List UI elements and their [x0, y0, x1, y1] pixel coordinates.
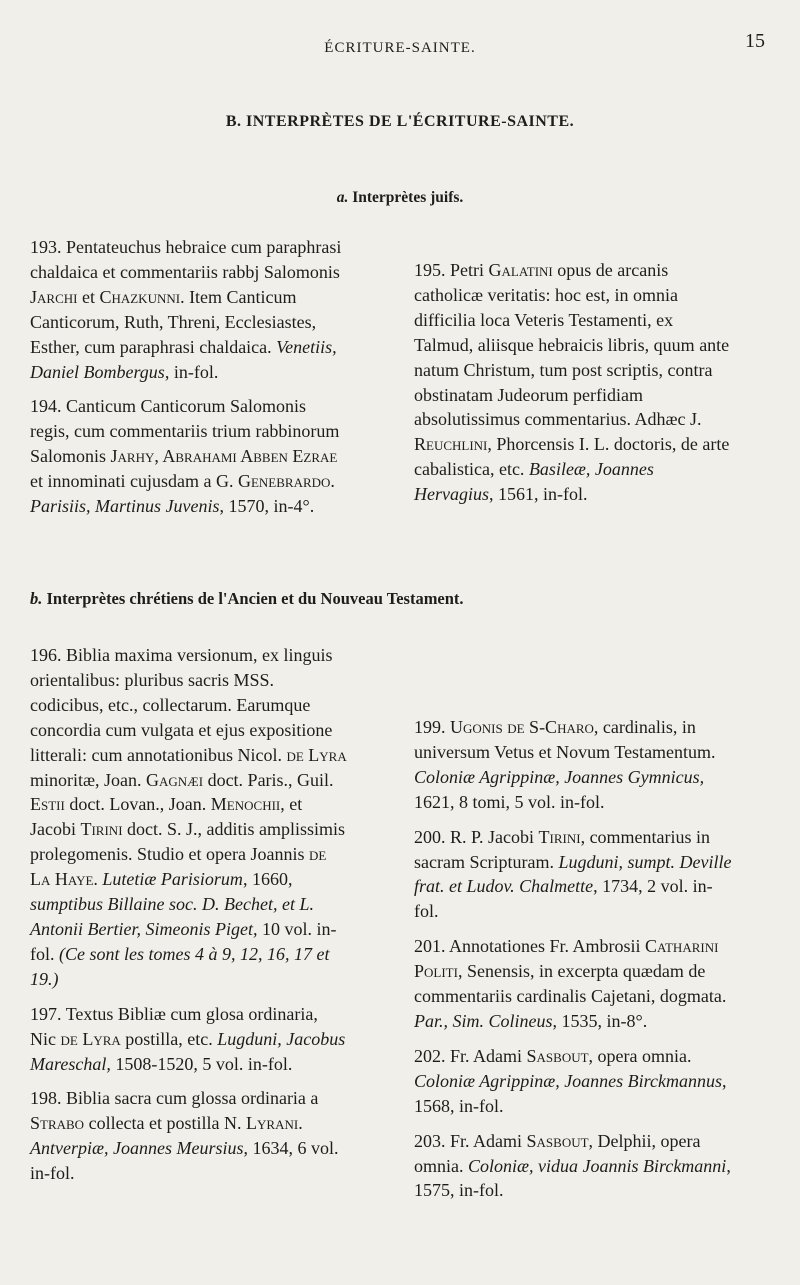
author-name: Strabo [30, 1113, 85, 1134]
entry-text: , 1660, [242, 869, 293, 890]
entry-text: . [298, 1113, 303, 1134]
entry-text: doct. Lovan., Joan. [64, 794, 211, 815]
entry-number: 196. [30, 645, 62, 665]
author-name: de Lyra [60, 1028, 121, 1049]
entry-number: 202. [414, 1045, 446, 1066]
catalog-entry-195 [414, 258, 732, 507]
entry-text: opus de arcanis catholicæ veritatis: hoc est, in omnia difficilia loca Veteris Testamenti, ex Talmud, aliisque hebraicis libris, quum ante natum Christum, tum post scriptis, contra obstinatam Judeorum perfidiam absolutissimus commentarius. Adhæc J. [414, 260, 730, 430]
imprint: Coloniæ, vidua Joannis Birckmanni [468, 1155, 727, 1176]
entry-text: , 1570, in-4°. [219, 496, 315, 517]
entry-text: , Senensis, in excerpta quædam de commentariis cardinalis Cajetani, dogmata. [414, 961, 727, 1007]
entry-text: Pentateuchus hebraice cum paraphrasi chaldaica et commentariis rabbj Salomonis [30, 237, 342, 282]
imprint: Lugduni, Jacobus Mareschal, [30, 1028, 346, 1074]
subsection-letter: b. [30, 589, 43, 608]
subsection-heading-b [30, 589, 770, 609]
entry-text: Biblia sacra cum glossa ordinaria a [66, 1088, 319, 1109]
entry-text: doct. Paris., Guil. [203, 769, 334, 790]
entry-number: 199. [414, 717, 446, 737]
entry-text: . [93, 869, 103, 890]
catalog-entry-198 [30, 1086, 348, 1186]
entry-number: 193. [30, 237, 62, 257]
note: (Ce sont les tomes 4 à 9, 12, 16, 17 et 19.) [30, 943, 330, 989]
imprint: Par., Sim. Colineus [414, 1010, 553, 1031]
entry-text: Fr. Adami [450, 1045, 527, 1066]
subsection-heading-a [0, 189, 800, 207]
subsection-title: Interprètes juifs. [352, 189, 464, 206]
entry-text: Canticum Canticorum Salomonis regis, cum commentariis trium rabbinorum Salomonis [30, 396, 340, 467]
subsection-title: Interprètes chrétiens de l'Ancien et du Nouveau Testament. [46, 589, 464, 608]
author-name: Estii [30, 794, 65, 815]
author-name: Sasbout [526, 1045, 589, 1066]
author-name: Gagnæi [146, 769, 204, 790]
entry-number: 195. [414, 260, 446, 280]
entry-text: , et Jacobi [30, 794, 303, 840]
imprint: sumptibus Billaine soc. D. Bechet, et L. Antonii Bertier, Simeonis Piget, [30, 894, 314, 939]
author-name: Genebrardo [237, 471, 331, 492]
imprint: Coloniæ Agrippinæ, Joannes Gymnicus, [414, 766, 705, 787]
column-right-a [414, 258, 732, 517]
entry-text: postilla, etc. [120, 1028, 218, 1049]
entry-text: , opera omnia. [588, 1045, 692, 1066]
subsection-letter: a. [336, 189, 349, 206]
entry-text: 10 vol. in-fol. [30, 918, 337, 964]
catalog-entry-203 [414, 1129, 732, 1204]
author-name: Jarhy, Abrahami Abben Ezrae [110, 446, 338, 467]
entry-text: R. P. Jacobi [450, 826, 539, 847]
author-name: Chazkunni [99, 286, 181, 307]
entry-number: 194. [30, 396, 62, 417]
entry-text: Annotationes Fr. Ambrosii [449, 936, 646, 957]
entry-text: minoritæ, Joan. [30, 769, 146, 790]
author-name: Menochii [210, 794, 281, 815]
catalog-entry-194 [30, 394, 348, 519]
entry-number: 198. [30, 1088, 62, 1109]
imprint: Venetiis, Daniel Bombergus [30, 336, 337, 382]
author-name: Tirini [80, 819, 123, 840]
author-name: Sasbout [526, 1130, 589, 1151]
author-name: de La Haye [30, 844, 327, 890]
imprint: Parisiis, Martinus Juvenis [30, 496, 220, 517]
entry-text: Petri [450, 260, 489, 280]
imprint: Antverpiæ, Joannes Meursius [30, 1138, 244, 1159]
catalog-entry-202 [414, 1044, 732, 1119]
entry-text: . [330, 471, 335, 492]
entry-text: , 1561, in-fol. [489, 484, 588, 505]
entry-number: 201. [414, 936, 446, 957]
author-name: Tirini [538, 826, 581, 847]
catalog-entry-193 [30, 235, 348, 384]
entry-text: , Phorcensis I. L. doctoris, de arte cabalistica, etc. [414, 434, 730, 480]
entry-text: , Delphii, opera omnia. [414, 1130, 701, 1176]
entry-text: 1508-1520, 5 vol. in-fol. [110, 1053, 293, 1074]
catalog-entry-199 [414, 715, 732, 815]
page-number: 15 [745, 30, 765, 52]
entry-text: , in-fol. [164, 361, 219, 382]
catalog-entry-197 [30, 1002, 348, 1077]
imprint: Basileæ, Joannes Hervagius [414, 459, 654, 505]
entry-text: 1621, 8 tomi, 5 vol. in-fol. [414, 791, 605, 812]
entry-text: collecta et postilla N. [84, 1113, 247, 1134]
entry-text: , commentarius in sacram Scripturam. [414, 826, 711, 872]
catalog-entry-196 [30, 643, 348, 992]
catalog-entry-200 [414, 825, 732, 925]
entry-text: , 1535, in-8°. [552, 1010, 648, 1031]
author-name: Reuchlini [414, 434, 488, 455]
imprint: Lutetiæ Parisiorum [102, 869, 243, 890]
entry-text: doct. S. J., additis amplissimis prolegomenis. Studio et opera Joannis [30, 819, 346, 865]
running-head: ÉCRITURE-SAINTE. [324, 40, 476, 56]
author-name: Catharini Politi [414, 936, 719, 982]
section-title: B. INTERPRÈTES DE L'ÉCRITURE-SAINTE. [225, 113, 575, 130]
author-name: Ugonis de S-Charo [450, 717, 594, 737]
imprint: Lugduni, sumpt. Deville frat. et Ludov. Chalmette [414, 851, 732, 897]
author-name: de Lyra [286, 744, 347, 765]
entry-text: , 1634, 6 vol. in-fol. [30, 1138, 339, 1184]
entry-text: , 1734, 2 vol. in-fol. [414, 876, 713, 922]
author-name: Galatini [488, 260, 553, 280]
entry-number: 197. [30, 1003, 62, 1024]
entry-text: , 1575, in-fol. [414, 1155, 731, 1201]
entry-text: , 1568, in-fol. [414, 1070, 727, 1116]
entry-text: et innominati cujusdam a G. [30, 471, 238, 492]
imprint: Coloniæ Agrippinæ, Joannes Birckmannus [414, 1070, 722, 1091]
entry-text: Fr. Adami [450, 1130, 527, 1151]
column-right-b [414, 715, 732, 1213]
entry-text: , cardinalis, in universum Vetus et Novum Testamentum. [414, 717, 716, 762]
entry-number: 200. [414, 826, 446, 847]
entry-text: Textus Bibliæ cum glosa ordinaria, Nic [30, 1003, 318, 1049]
entry-text: Biblia maxima versionum, ex linguis orientalibus: pluribus sacris MSS. codicibus, etc., collectarum. Earumque concordia cum vulgata et ejus expositione litterali: cum annotationibus Nicol. [30, 645, 333, 765]
entry-text: . Item Canticum Canticorum, Ruth, Threni, Ecclesiastes, Esther, cum paraphrasi chaldaica. [30, 286, 317, 357]
column-left-a [30, 235, 348, 529]
author-name: Lyrani [246, 1113, 299, 1134]
entry-number: 203. [414, 1130, 446, 1151]
column-left-b [30, 643, 348, 1196]
catalog-entry-201 [414, 934, 732, 1034]
author-name: Jarchi [30, 286, 78, 307]
entry-text: et [77, 286, 100, 307]
